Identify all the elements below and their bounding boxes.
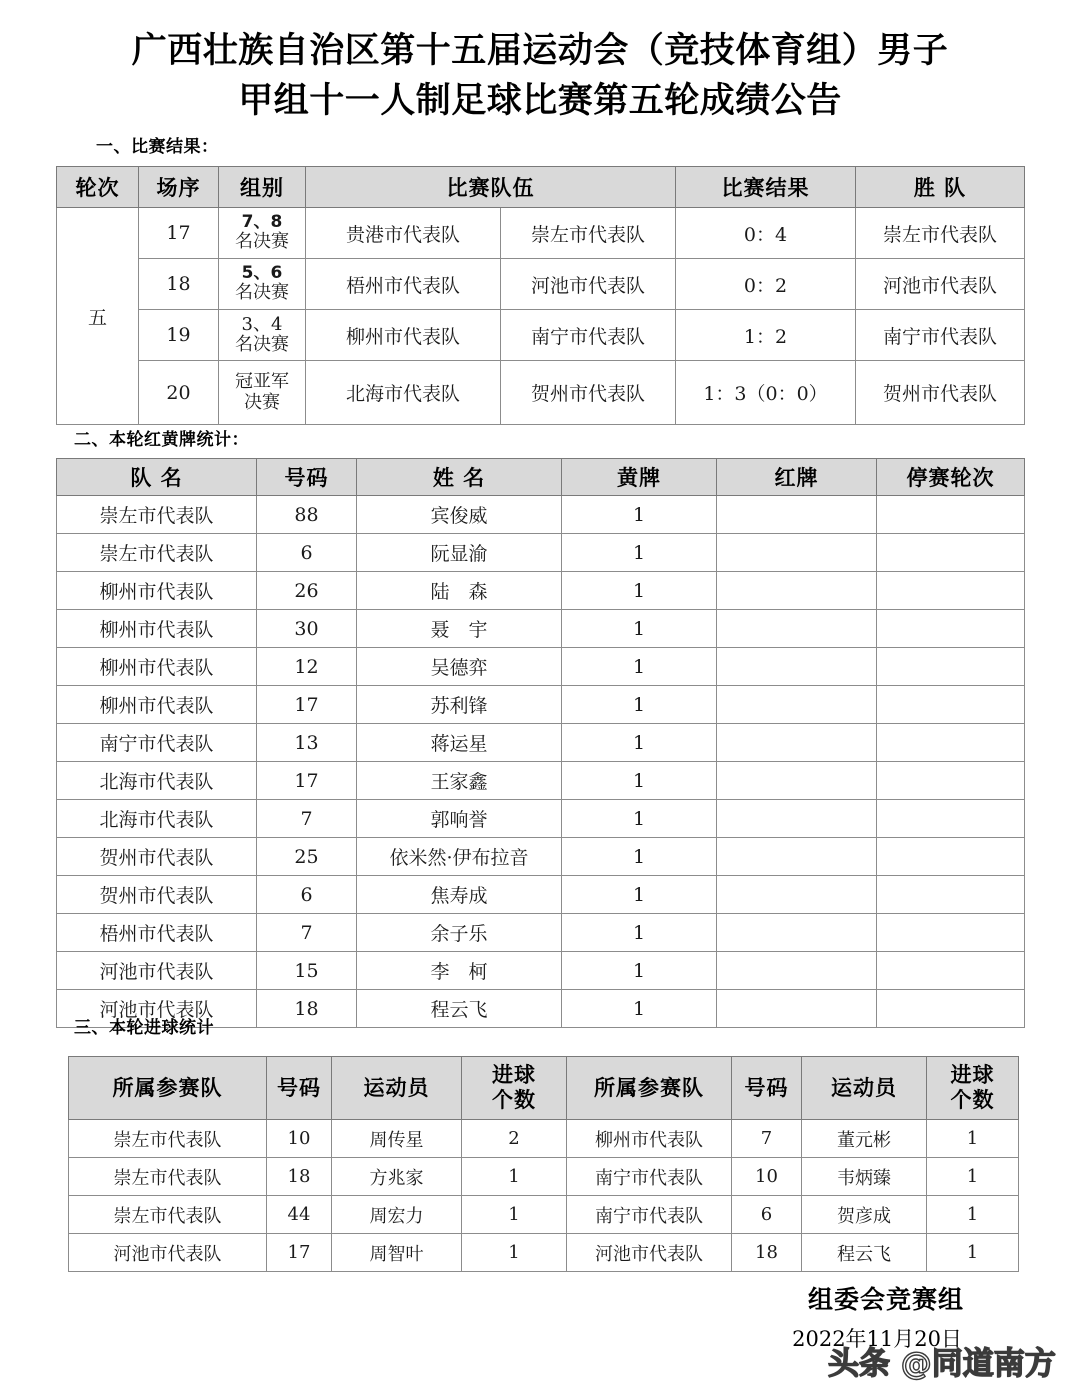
cell-score: 0：2 [676, 259, 856, 310]
col-goals-right-line-1: 进球 [950, 1063, 995, 1088]
cell-number: 17 [257, 686, 357, 724]
cell-yellow-card: 1 [562, 496, 717, 534]
cell-winner: 河池市代表队 [856, 259, 1025, 310]
cell-team-left: 崇左市代表队 [69, 1120, 267, 1158]
col-number: 号码 [257, 459, 357, 496]
cell-player-name: 王家鑫 [357, 762, 562, 800]
cell-player-name: 李 柯 [357, 952, 562, 990]
cell-team-b: 贺州市代表队 [501, 361, 676, 425]
table-row [57, 496, 1025, 534]
cell-player-name: 阮显渝 [357, 534, 562, 572]
col-team-left: 所属参赛队 [69, 1057, 267, 1120]
section-heading-results: 一、比赛结果： [96, 137, 219, 157]
table-header-row [57, 459, 1025, 496]
table-row [57, 572, 1025, 610]
cell-group [219, 361, 306, 425]
cell-team: 柳州市代表队 [57, 648, 257, 686]
table-row [57, 876, 1025, 914]
cell-team-right: 河池市代表队 [567, 1234, 732, 1272]
cell-group-line-2: 名决赛 [235, 231, 289, 253]
col-number-left: 号码 [267, 1057, 332, 1120]
cell-red-card [717, 838, 877, 876]
cell-red-card [717, 876, 877, 914]
cell-red-card [717, 762, 877, 800]
table-row [57, 952, 1025, 990]
col-number-right: 号码 [732, 1057, 802, 1120]
cell-suspension [877, 800, 1025, 838]
cell-team: 北海市代表队 [57, 762, 257, 800]
cell-team: 崇左市代表队 [57, 496, 257, 534]
section-heading-goals: 三、本轮进球统计 [74, 1018, 214, 1038]
cell-team: 北海市代表队 [57, 800, 257, 838]
cell-suspension [877, 952, 1025, 990]
table-row [57, 361, 1025, 425]
col-yellow-card: 黄牌 [562, 459, 717, 496]
cell-team-b: 南宁市代表队 [501, 310, 676, 361]
cell-number-left: 10 [267, 1120, 332, 1158]
col-suspension: 停赛轮次 [877, 459, 1025, 496]
cell-number: 17 [257, 762, 357, 800]
cell-team: 梧州市代表队 [57, 914, 257, 952]
cell-number-left: 44 [267, 1196, 332, 1234]
cell-number: 7 [257, 800, 357, 838]
table-row [57, 610, 1025, 648]
cell-goals-left: 1 [462, 1234, 567, 1272]
cell-round: 五 [57, 208, 139, 425]
cell-suspension [877, 762, 1025, 800]
cell-goals-left: 2 [462, 1120, 567, 1158]
cell-number-right: 7 [732, 1120, 802, 1158]
cell-player-name: 依米然·伊布拉音 [357, 838, 562, 876]
table-row [57, 208, 1025, 259]
page-title-line-2: 甲组十一人制足球比赛第五轮成绩公告 [238, 79, 842, 121]
table-row [57, 310, 1025, 361]
cell-winner: 贺州市代表队 [856, 361, 1025, 425]
cell-player-right: 董元彬 [802, 1120, 927, 1158]
cell-player-name: 余子乐 [357, 914, 562, 952]
col-goals-right [927, 1057, 1019, 1120]
cell-group [219, 310, 306, 361]
cell-team-a: 贵港市代表队 [306, 208, 501, 259]
cell-number-right: 18 [732, 1234, 802, 1272]
cell-score: 1：2 [676, 310, 856, 361]
cell-player-name: 陆 森 [357, 572, 562, 610]
section-heading-cards: 二、本轮红黄牌统计： [74, 430, 249, 450]
table-row [69, 1158, 1019, 1196]
cell-red-card [717, 952, 877, 990]
cell-team: 贺州市代表队 [57, 838, 257, 876]
cell-suspension [877, 610, 1025, 648]
cell-team-a: 柳州市代表队 [306, 310, 501, 361]
cell-order: 18 [139, 259, 219, 310]
cell-yellow-card: 1 [562, 572, 717, 610]
cell-team-a: 北海市代表队 [306, 361, 501, 425]
table-header-row [69, 1057, 1019, 1120]
cell-player-name: 宾俊威 [357, 496, 562, 534]
col-red-card: 红牌 [717, 459, 877, 496]
cell-team-left: 河池市代表队 [69, 1234, 267, 1272]
table-row [57, 838, 1025, 876]
table-row [57, 259, 1025, 310]
watermark-text: 头条 @同道南方 [828, 1346, 1056, 1382]
cell-red-card [717, 610, 877, 648]
cell-order: 17 [139, 208, 219, 259]
cell-suspension [877, 648, 1025, 686]
col-player-left: 运动员 [332, 1057, 462, 1120]
cell-player-name: 焦寿成 [357, 876, 562, 914]
cell-red-card [717, 534, 877, 572]
cards-statistics-table [56, 458, 1025, 1028]
cell-suspension [877, 990, 1025, 1028]
cell-number: 13 [257, 724, 357, 762]
cell-team-right: 南宁市代表队 [567, 1158, 732, 1196]
cell-goals-right: 1 [927, 1158, 1019, 1196]
table-row [57, 800, 1025, 838]
col-score: 比赛结果 [676, 167, 856, 208]
cell-yellow-card: 1 [562, 838, 717, 876]
cell-yellow-card: 1 [562, 800, 717, 838]
cell-suspension [877, 724, 1025, 762]
cell-team-right: 南宁市代表队 [567, 1196, 732, 1234]
table-row [57, 762, 1025, 800]
cell-yellow-card: 1 [562, 876, 717, 914]
table-row [57, 648, 1025, 686]
cell-goals-right: 1 [927, 1234, 1019, 1272]
col-player-name: 姓 名 [357, 459, 562, 496]
cell-red-card [717, 648, 877, 686]
cell-group-line-1: 3、4 [241, 313, 283, 335]
cell-group [219, 208, 306, 259]
cell-player-right: 韦炳臻 [802, 1158, 927, 1196]
cell-number: 15 [257, 952, 357, 990]
cell-group-line-1: 7、8 [241, 212, 283, 233]
table-row [57, 914, 1025, 952]
cell-red-card [717, 724, 877, 762]
cell-group-line-2: 名决赛 [235, 334, 289, 355]
col-player-right: 运动员 [802, 1057, 927, 1120]
cell-team-a: 梧州市代表队 [306, 259, 501, 310]
cell-player-name: 吴德弈 [357, 648, 562, 686]
cell-suspension [877, 876, 1025, 914]
cell-yellow-card: 1 [562, 724, 717, 762]
cell-player-left: 周宏力 [332, 1196, 462, 1234]
page-title-line-1: 广西壮族自治区第十五届运动会（竞技体育组）男子 [131, 30, 949, 71]
cell-player-name: 郭响誉 [357, 800, 562, 838]
cell-red-card [717, 914, 877, 952]
cell-number: 6 [257, 534, 357, 572]
table-row [57, 534, 1025, 572]
cell-player-name: 苏利锋 [357, 686, 562, 724]
cell-player-left: 周传星 [332, 1120, 462, 1158]
table-row [57, 724, 1025, 762]
cell-number-right: 6 [732, 1196, 802, 1234]
cell-team-left: 崇左市代表队 [69, 1158, 267, 1196]
col-teams: 比赛队伍 [306, 167, 676, 208]
cell-player-right: 贺彦成 [802, 1196, 927, 1234]
cell-goals-right: 1 [927, 1120, 1019, 1158]
cell-number: 12 [257, 648, 357, 686]
col-group: 组别 [219, 167, 306, 208]
cell-team-b: 崇左市代表队 [501, 208, 676, 259]
cell-group [219, 259, 306, 310]
cell-red-card [717, 496, 877, 534]
cell-yellow-card: 1 [562, 610, 717, 648]
col-goals-left [462, 1057, 567, 1120]
cell-yellow-card: 1 [562, 990, 717, 1028]
cell-group-line-1: 5、6 [241, 263, 283, 284]
cell-goals-right: 1 [927, 1196, 1019, 1234]
col-goals-left-line-1: 进球 [492, 1063, 536, 1088]
cell-player-name: 蒋运星 [357, 724, 562, 762]
table-row [57, 686, 1025, 724]
cell-yellow-card: 1 [562, 686, 717, 724]
cell-yellow-card: 1 [562, 952, 717, 990]
cell-team: 崇左市代表队 [57, 534, 257, 572]
cell-number: 26 [257, 572, 357, 610]
cell-player-left: 方兆家 [332, 1158, 462, 1196]
cell-score: 1：3（0：0） [676, 361, 856, 425]
match-results-table [56, 166, 1025, 425]
table-row [69, 1196, 1019, 1234]
cell-suspension [877, 496, 1025, 534]
cell-team: 贺州市代表队 [57, 876, 257, 914]
cell-yellow-card: 1 [562, 914, 717, 952]
cell-red-card [717, 572, 877, 610]
col-goals-right-line-2: 个数 [950, 1088, 995, 1112]
table-header-row [57, 167, 1025, 208]
col-goals-left-line-2: 个数 [492, 1088, 536, 1112]
cell-number-right: 10 [732, 1158, 802, 1196]
cell-suspension [877, 686, 1025, 724]
cell-player-name: 程云飞 [357, 990, 562, 1028]
cell-order: 19 [139, 310, 219, 361]
goals-statistics-table [68, 1056, 1019, 1272]
footer-organization: 组委会竞赛组 [807, 1285, 964, 1314]
cell-team-left: 崇左市代表队 [69, 1196, 267, 1234]
cell-goals-left: 1 [462, 1158, 567, 1196]
cell-yellow-card: 1 [562, 534, 717, 572]
cell-group-line-1: 冠亚军 [235, 371, 289, 393]
cell-team: 河池市代表队 [57, 990, 257, 1028]
cell-order: 20 [139, 361, 219, 425]
table-row [69, 1120, 1019, 1158]
cell-number: 18 [257, 990, 357, 1028]
footer-date: 2022年11月20日 [792, 1327, 962, 1351]
cell-number: 30 [257, 610, 357, 648]
cell-number: 88 [257, 496, 357, 534]
page-title [0, 0, 1080, 125]
cell-suspension [877, 534, 1025, 572]
cell-yellow-card: 1 [562, 648, 717, 686]
cell-suspension [877, 572, 1025, 610]
col-team-right: 所属参赛队 [567, 1057, 732, 1120]
col-round: 轮次 [57, 167, 139, 208]
cell-number-left: 18 [267, 1158, 332, 1196]
col-team: 队 名 [57, 459, 257, 496]
cell-suspension [877, 914, 1025, 952]
cell-red-card [717, 686, 877, 724]
cell-winner: 南宁市代表队 [856, 310, 1025, 361]
cell-yellow-card: 1 [562, 762, 717, 800]
cell-goals-left: 1 [462, 1196, 567, 1234]
cell-team: 柳州市代表队 [57, 572, 257, 610]
cell-number: 25 [257, 838, 357, 876]
cell-group-line-2: 名决赛 [235, 282, 289, 304]
table-row [69, 1234, 1019, 1272]
cell-red-card [717, 800, 877, 838]
cell-winner: 崇左市代表队 [856, 208, 1025, 259]
cell-player-right: 程云飞 [802, 1234, 927, 1272]
cell-number: 7 [257, 914, 357, 952]
cell-suspension [877, 838, 1025, 876]
cell-red-card [717, 990, 877, 1028]
cell-score: 0：4 [676, 208, 856, 259]
cell-player-left: 周智叶 [332, 1234, 462, 1272]
cell-team: 柳州市代表队 [57, 686, 257, 724]
cell-team: 柳州市代表队 [57, 610, 257, 648]
cell-team-b: 河池市代表队 [501, 259, 676, 310]
cell-team-right: 柳州市代表队 [567, 1120, 732, 1158]
cell-player-name: 聂 宇 [357, 610, 562, 648]
cell-number-left: 17 [267, 1234, 332, 1272]
cell-group-line-2: 决赛 [244, 391, 280, 413]
cell-number: 6 [257, 876, 357, 914]
cell-team: 南宁市代表队 [57, 724, 257, 762]
col-winner: 胜 队 [856, 167, 1025, 208]
col-order: 场序 [139, 167, 219, 208]
cell-team: 河池市代表队 [57, 952, 257, 990]
